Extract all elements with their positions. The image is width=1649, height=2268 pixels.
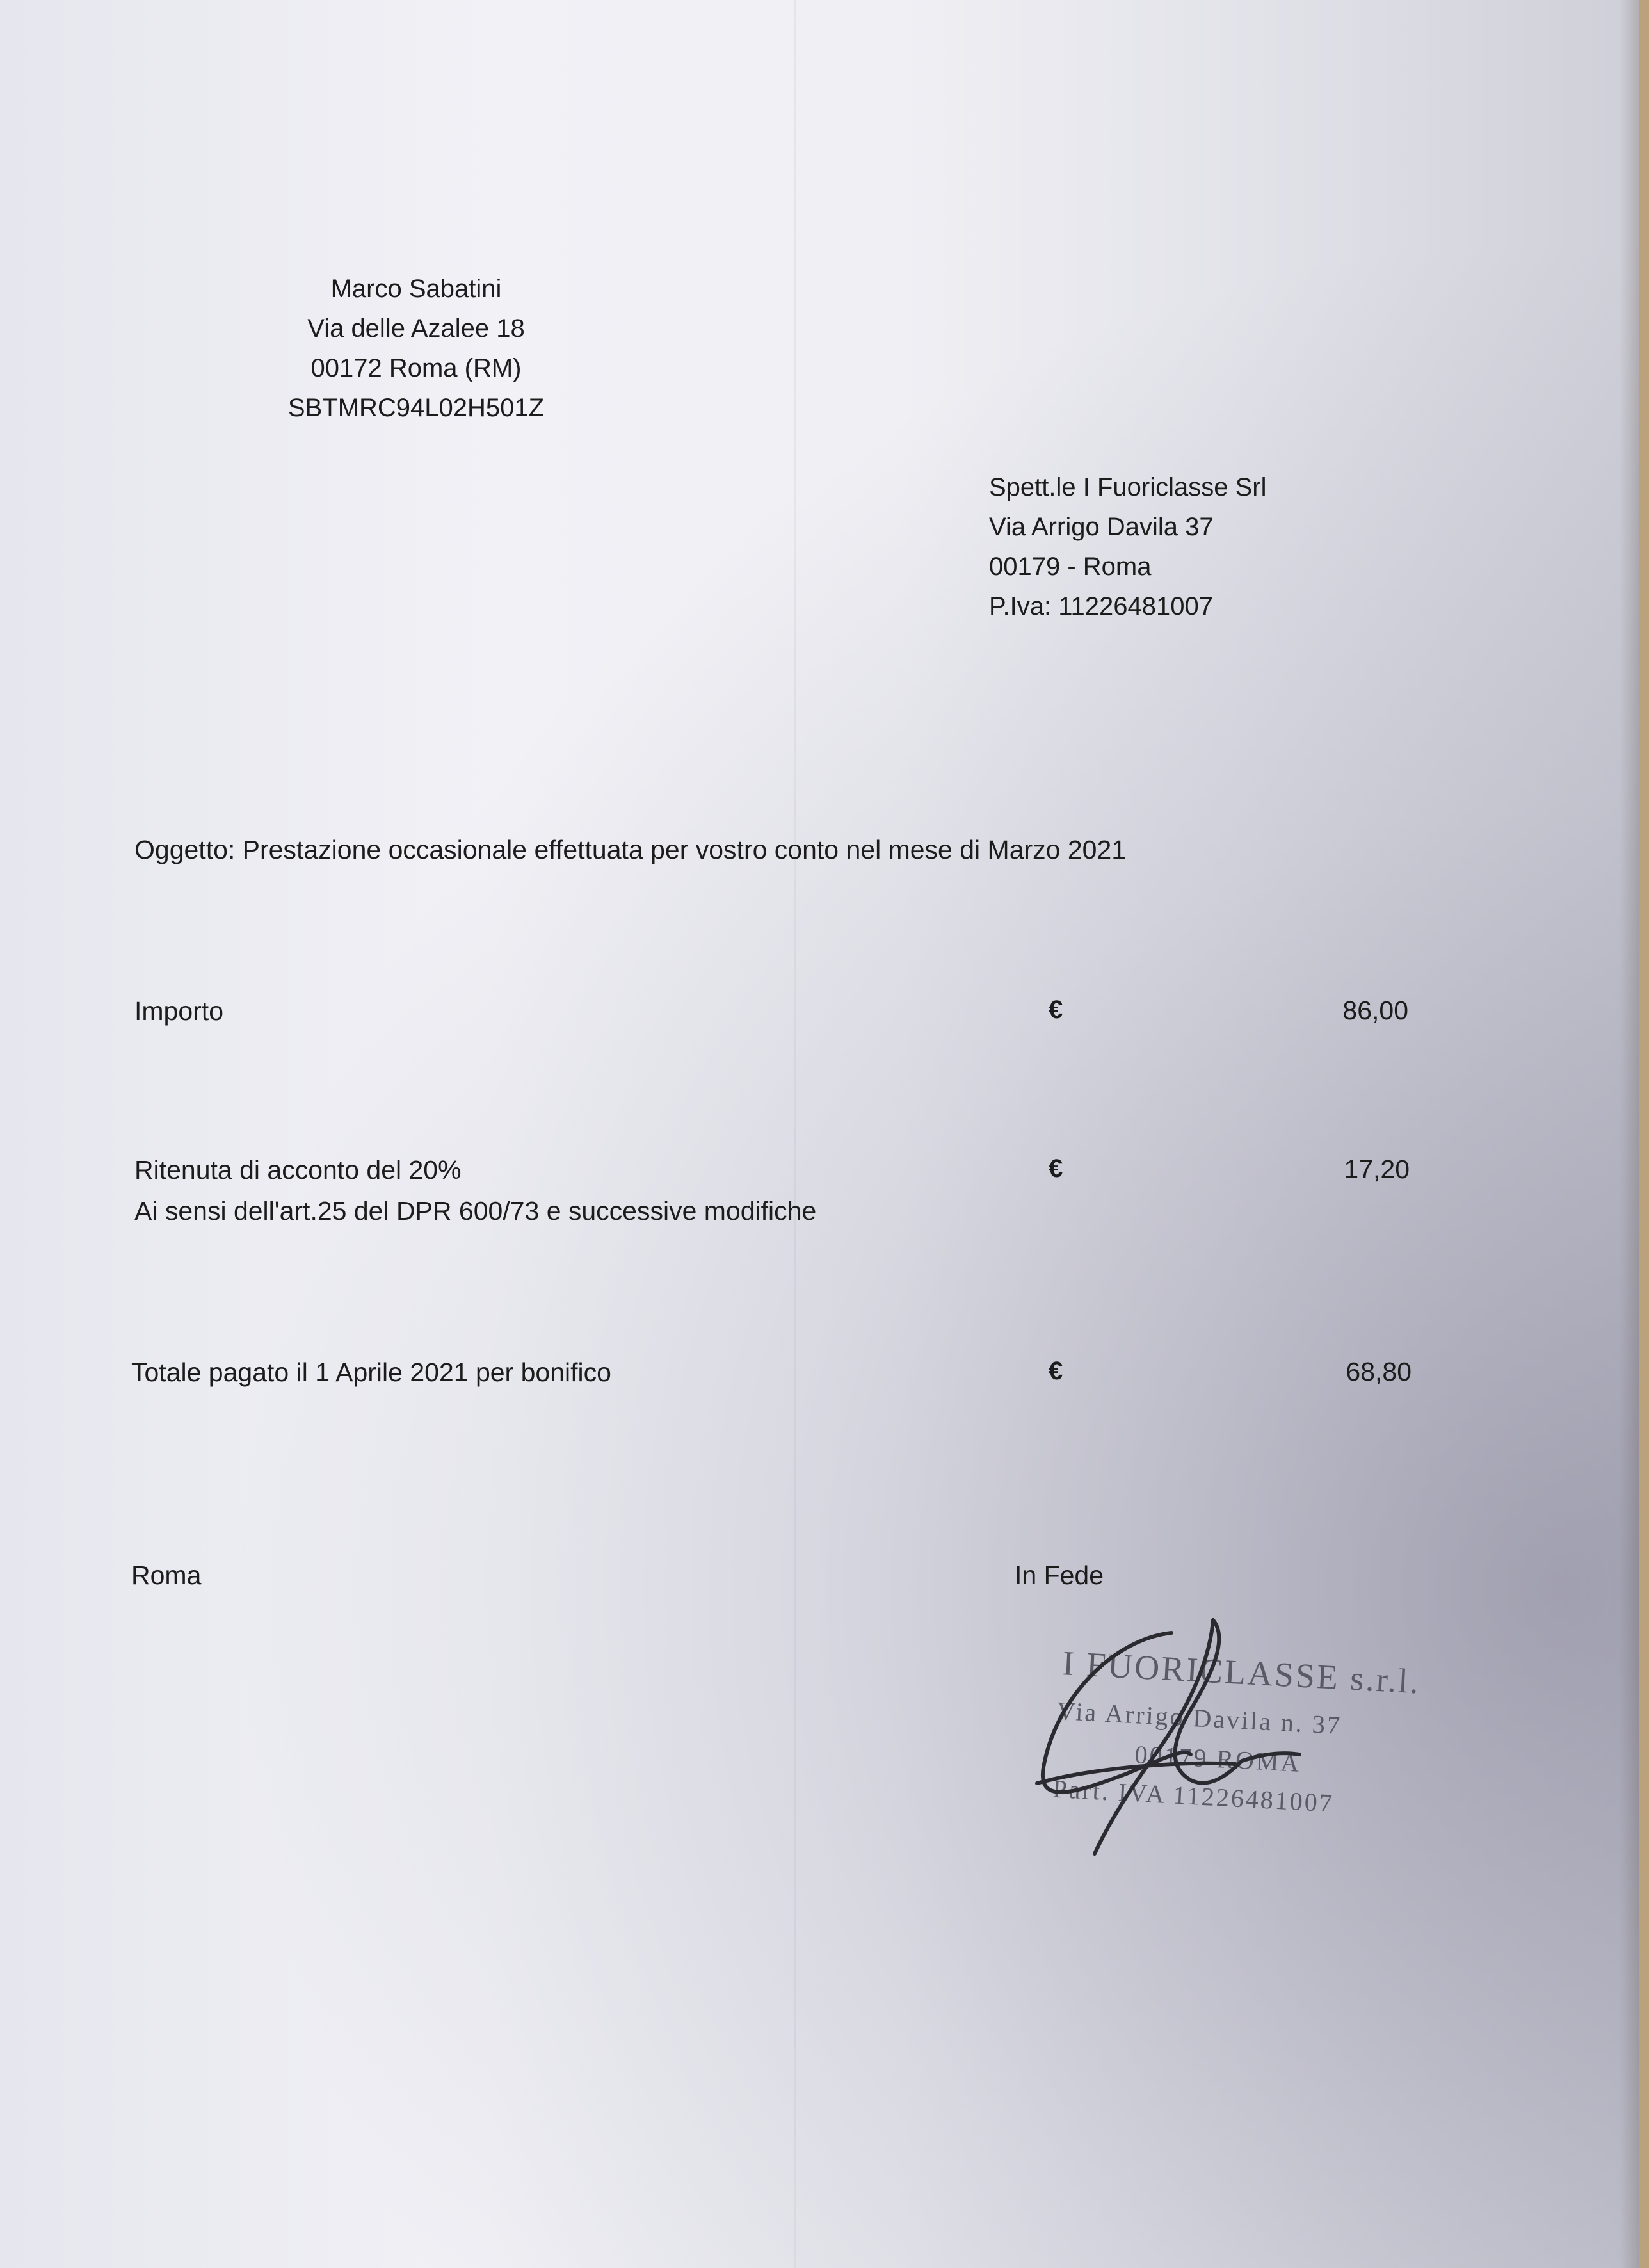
stamp-city: 00179 ROMA: [1134, 1740, 1302, 1778]
company-stamp: [999, 1601, 1485, 1883]
place-label: Roma: [131, 1560, 202, 1590]
sender-address-block: [282, 269, 551, 428]
ritenuta-amount: 17,20: [1344, 1154, 1410, 1184]
stamp-vat: Part. IVA 11226481007: [1052, 1774, 1335, 1818]
sender-tax-code: SBTMRC94L02H501Z: [287, 394, 545, 422]
ritenuta-note: Ai sensi dell'art.25 del DPR 600/73 e successive modifiche: [134, 1196, 817, 1226]
totale-amount: 68,80: [1346, 1357, 1412, 1386]
subject-line: Oggetto: Prestazione occasionale effettuata per vostro conto nel mese di Marzo 2021: [134, 835, 1127, 864]
recipient-street: Via Arrigo Davila 37: [989, 513, 1214, 541]
importo-currency: €: [1049, 996, 1063, 1024]
ritenuta-currency: €: [1049, 1154, 1063, 1183]
recipient-city: 00179 - Roma: [989, 553, 1152, 581]
recipient-vat: P.Iva: 11226481007: [989, 592, 1213, 620]
recipient-address-block: [989, 467, 1267, 626]
closing-label: In Fede: [1015, 1560, 1104, 1590]
totale-label: Totale pagato il 1 Aprile 2021 per bonifico: [131, 1357, 611, 1387]
sender-name: Marco Sabatini: [330, 275, 502, 303]
totale-currency: €: [1049, 1357, 1063, 1385]
sender-city: 00172 Roma (RM): [310, 354, 522, 382]
stamp-street: Via Arrigo Davila n. 37: [1056, 1696, 1343, 1740]
stamp-company-name: I FUORICLASSE s.r.l.: [1061, 1644, 1422, 1701]
ritenuta-label: Ritenuta di acconto del 20%: [134, 1155, 462, 1185]
recipient-salutation: Spett.le I Fuoriclasse Srl: [989, 473, 1267, 501]
importo-amount: 86,00: [1342, 996, 1408, 1025]
importo-label: Importo: [134, 996, 223, 1026]
paper-edge-shadow: [1620, 0, 1639, 2268]
sender-street: Via delle Azalee 18: [307, 314, 525, 343]
paper-fold: [794, 0, 796, 2268]
